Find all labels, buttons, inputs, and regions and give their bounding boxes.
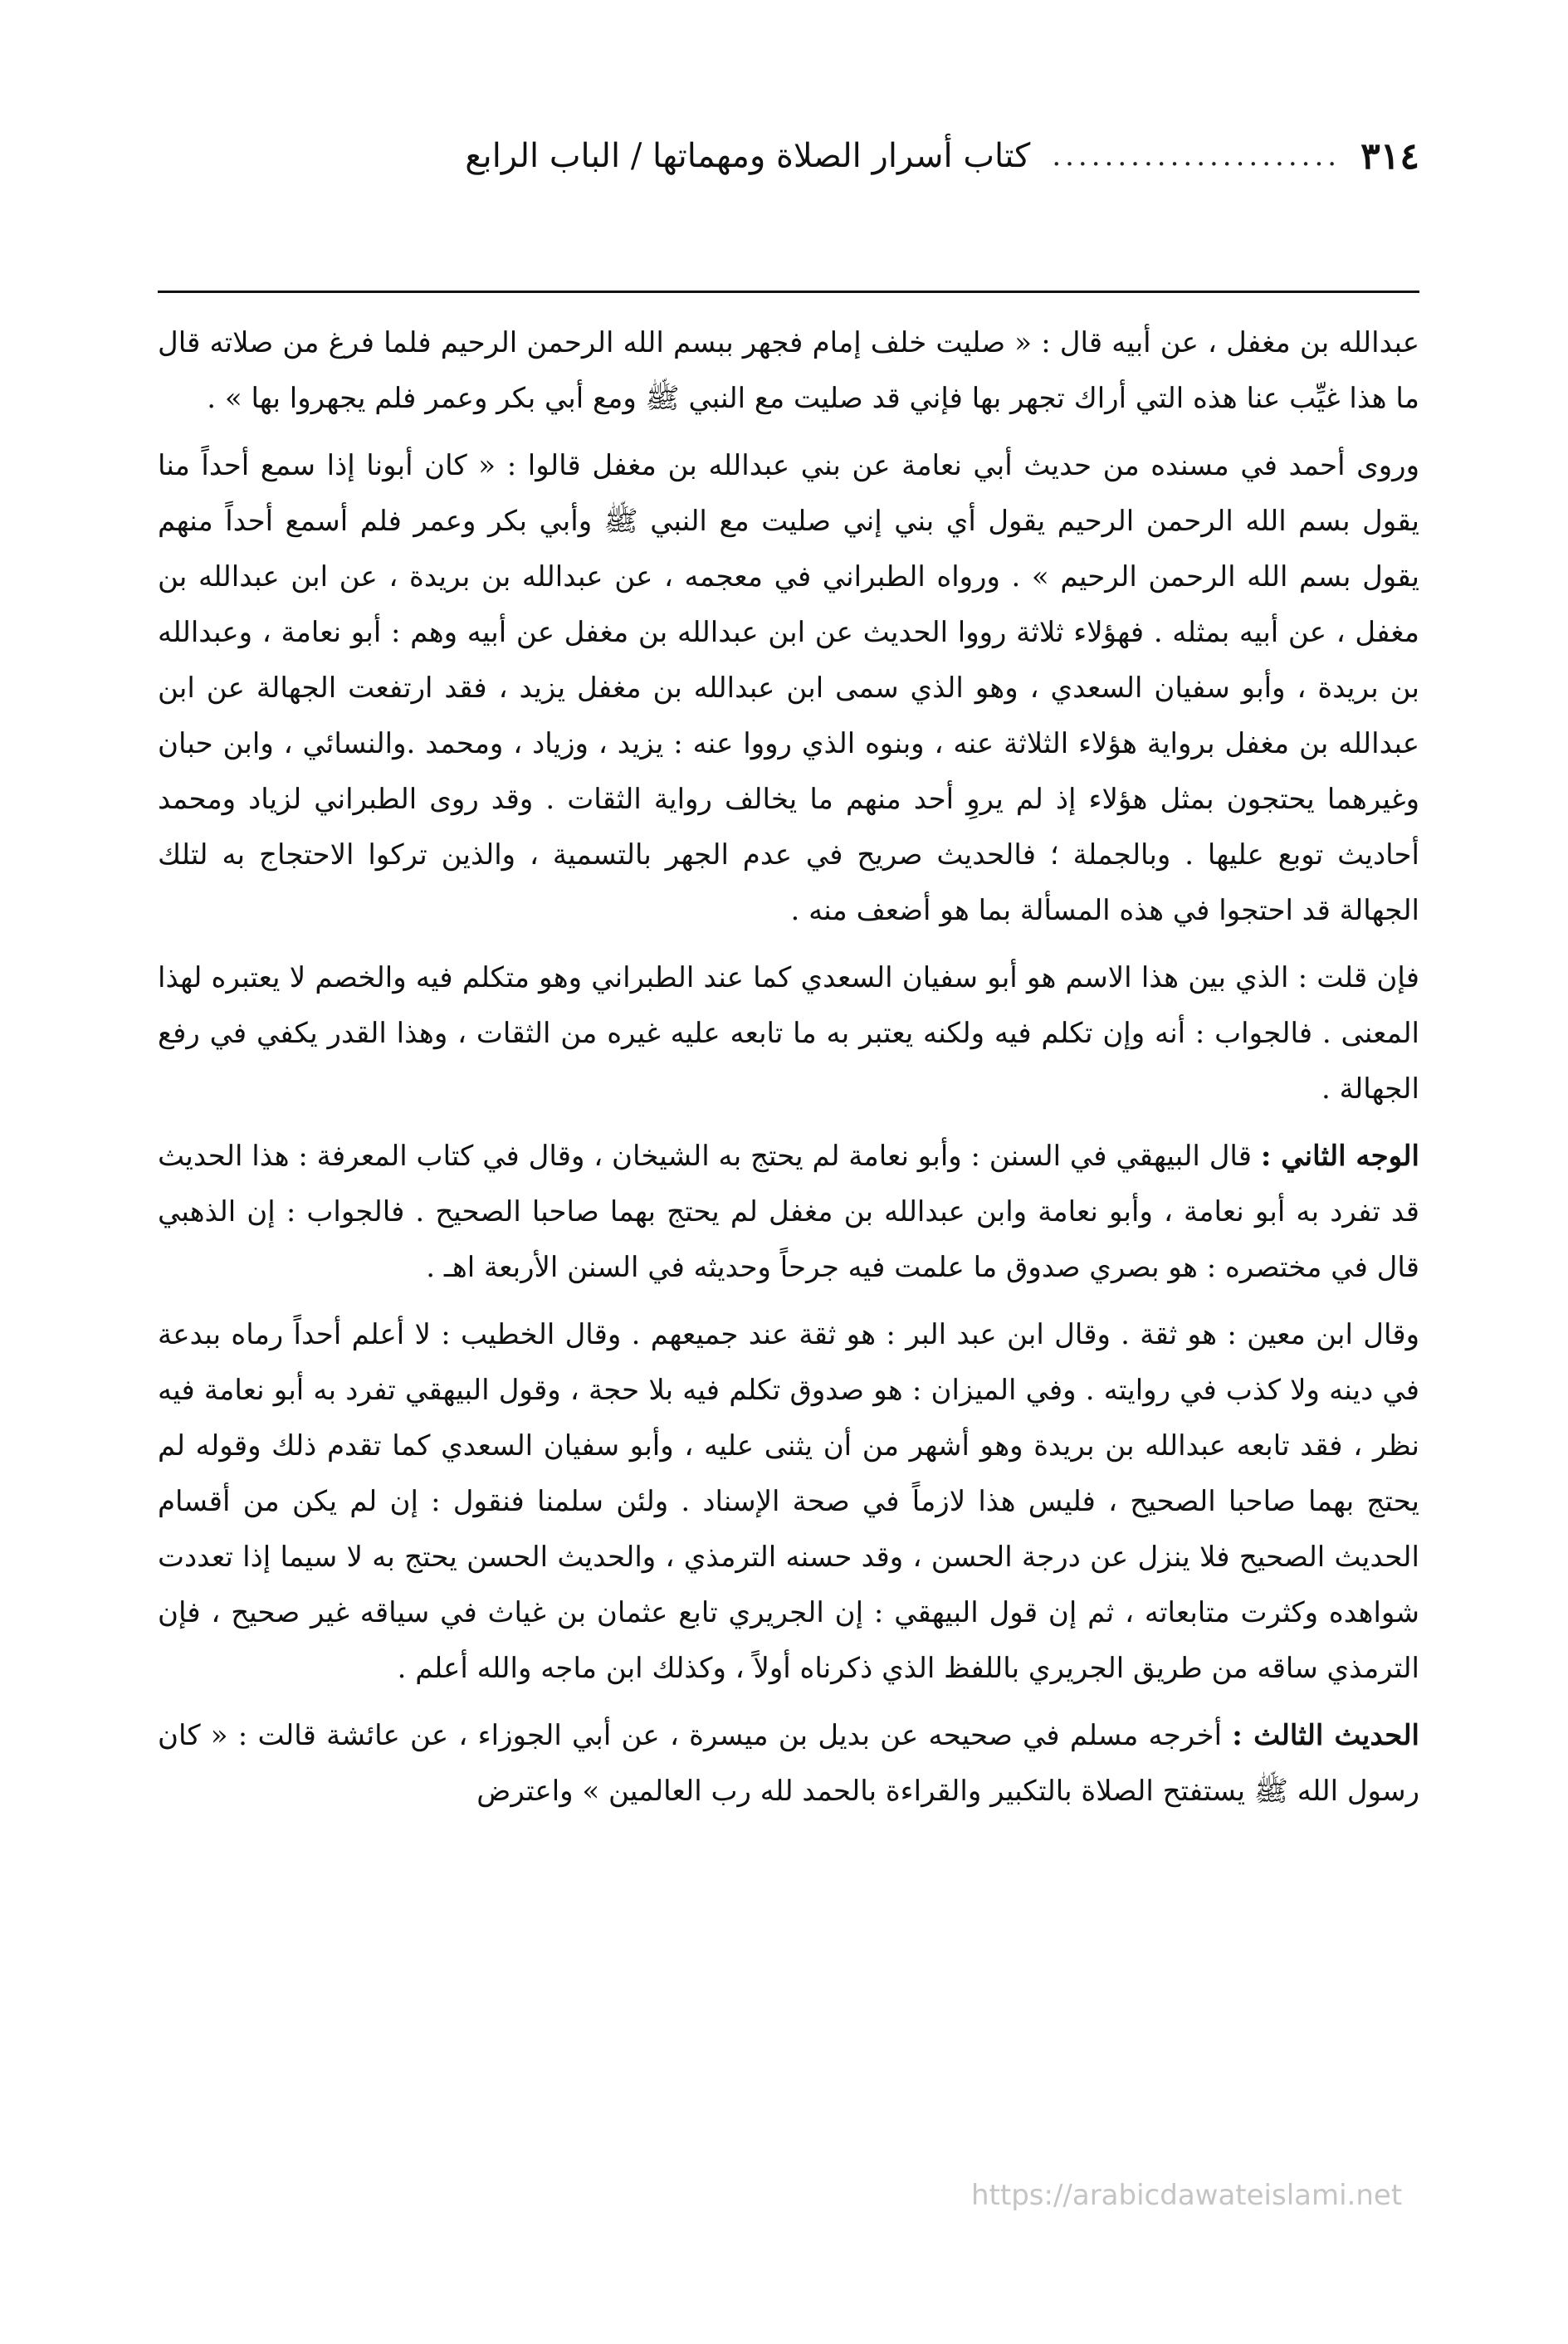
leader-dots: ...................... bbox=[1052, 139, 1341, 173]
running-header bbox=[158, 131, 1419, 181]
paragraph-5 bbox=[158, 1307, 1419, 1697]
paragraph-4 bbox=[158, 1129, 1419, 1296]
paragraph-text: وروى أحمد في مسنده من حديث أبي نعامة عن بني عبدالله بن مغفل قالوا : « كان أبونا إذا سمع أحداً منا يقول بسم الله الرحمن الرحيم يقول أي بني إني صليت مع النبي ﷺ وأبي بكر وعمر فلم أسمع أحداً منهم يقول بسم الله الرحمن الرحيم » . ورواه الطبراني في معجمه ، عن عبدالله بن بريدة ، عن ابن عبدالله بن مغفل ، عن أبيه بمثله . فهؤلاء ثلاثة رووا الحديث عن ابن عبدالله بن مغفل عن أبيه وهم : أبو نعامة ، وعبدالله بن بريدة ، وأبو سفيان السعدي ، وهو الذي سمى ابن عبدالله بن مغفل يزيد ، فقد ارتفعت الجهالة عن ابن عبدالله بن مغفل برواية هؤلاء الثلاثة عنه ، وبنوه الذي رووا عنه : يزيد ، وزياد ، ومحمد .والنسائي ، وابن حبان وغيرهما يحتجون بمثل هؤلاء إذ لم يروِ أحد منهم ما يخالف رواية الثقات . وقد روى الطبراني لزياد ومحمد أحاديث توبع عليها . وبالجملة ؛ فالحديث صريح في عدم الجهر بالتسمية ، والذين تركوا الاحتجاج به لتلك الجهالة قد احتجوا في هذه المسألة بما هو أضعف منه . bbox=[158, 449, 1419, 927]
paragraph-text: فإن قلت : الذي بين هذا الاسم هو أبو سفيان السعدي كما عند الطبراني وهو متكلم فيه والخصم لا يعتبره لهذا المعنى . فالجواب : أنه وإن تكلم فيه ولكنه يعتبر به ما تابعه عليه غيره من الثقات ، وهذا القدر يكفي في رفع الجهالة . bbox=[158, 961, 1419, 1106]
paragraph-lead: الحديث الثالث : bbox=[1232, 1719, 1419, 1752]
paragraph-2 bbox=[158, 438, 1419, 939]
header-rule bbox=[158, 291, 1419, 293]
paragraph-1 bbox=[158, 315, 1419, 427]
paragraph-text: قال البيهقي في السنن : وأبو نعامة لم يحتج به الشيخان ، وقال في كتاب المعرفة : هذا الحديث قد تفرد به أبو نعامة ، وأبو نعامة وابن عبدالله بن مغفل لم يحتج بهما صاحبا الصحيح . فالجواب : إن الذهبي قال في مختصره : هو بصري صدوق ما علمت فيه جرحاً وحديثه في السنن الأربعة اهـ . bbox=[158, 1140, 1419, 1284]
page-number: ٣١٤ bbox=[1360, 134, 1419, 178]
paragraph-3 bbox=[158, 950, 1419, 1117]
paragraph-6 bbox=[158, 1708, 1419, 1819]
paragraph-text: عبدالله بن مغفل ، عن أبيه قال : « صليت خلف إمام فجهر ببسم الله الرحمن الرحيم فلما فرغ من صلاته قال ما هذا غيِّب عنا هذه التي أراك تجهر بها فإني قد صليت مع النبي ﷺ ومع أبي بكر وعمر فلم يجهروا بها » . bbox=[158, 326, 1419, 415]
paragraph-text: وقال ابن معين : هو ثقة . وقال ابن عبد البر : هو ثقة عند جميعهم . وقال الخطيب : لا أعلم أحداً رماه ببدعة في دينه ولا كذب في روايته . وفي الميزان : هو صدوق تكلم فيه بلا حجة ، وقول البيهقي تفرد به أبو نعامة فيه نظر ، فقد تابعه عبدالله بن بريدة وهو أشهر من أن يثنى عليه ، وأبو سفيان السعدي كما تقدم ذلك وقوله لم يحتج بهما صاحبا الصحيح ، فليس هذا لازماً في صحة الإسناد . ولئن سلمنا فنقول : إن لم يكن من أقسام الحديث الصحيح فلا ينزل عن درجة الحسن ، وقد حسنه الترمذي ، والحديث الحسن يحتج به لا سيما إذا تعددت شواهده وكثرت متابعاته ، ثم إن قول البيهقي : إن الجريري تابع عثمان بن غياث في سياقه غير صحيح ، فإن الترمذي ساقه من طريق الجريري باللفظ الذي ذكرناه أولاً ، وكذلك ابن ماجه والله أعلم . bbox=[158, 1318, 1419, 1685]
body-text bbox=[158, 315, 1419, 1831]
watermark-url: https://arabicdawateislami.net bbox=[971, 2179, 1403, 2212]
paragraph-text: أخرجه مسلم في صحيحه عن بديل بن ميسرة ، عن أبي الجوزاء ، عن عائشة قالت : « كان رسول الله ﷺ يستفتح الصلاة بالتكبير والقراءة بالحمد لله رب العالمين » واعترض bbox=[158, 1719, 1419, 1808]
chapter-title: كتاب أسرار الصلاة ومهماتها / الباب الرابع bbox=[465, 137, 1031, 175]
paragraph-lead: الوجه الثاني : bbox=[1260, 1140, 1419, 1173]
